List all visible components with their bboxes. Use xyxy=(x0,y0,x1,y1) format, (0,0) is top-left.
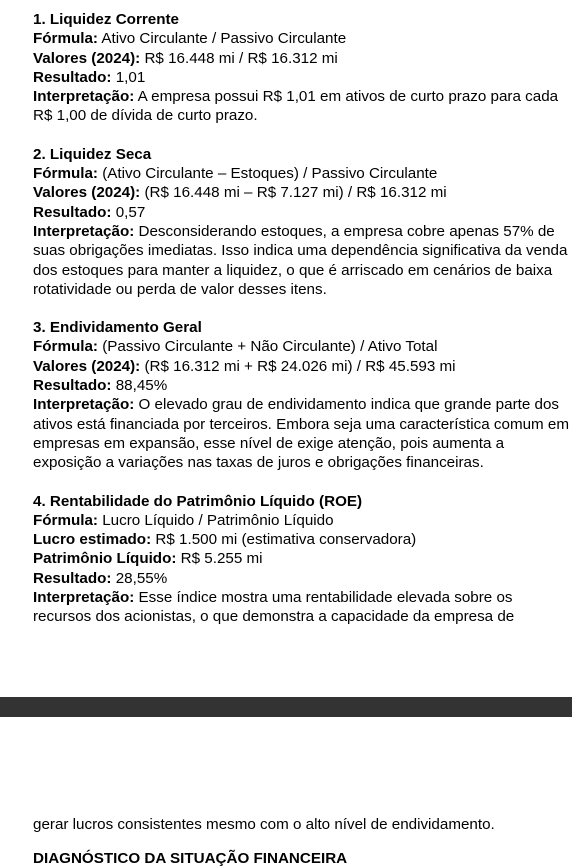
formula-value: Lucro Líquido / Patrimônio Líquido xyxy=(102,511,334,529)
result-value: 28,55% xyxy=(115,569,168,587)
values-label: Valores (2024): xyxy=(33,357,141,375)
formula-line xyxy=(33,511,569,530)
interpretation-label: Interpretação: xyxy=(33,589,135,607)
interpretation-label: Interpretação: xyxy=(33,88,135,106)
equity-value: R$ 5.255 mi xyxy=(180,550,263,568)
formula-value: (Passivo Circulante + Não Circulante) / Ativo Total xyxy=(102,338,438,356)
section-roe xyxy=(33,492,569,627)
result-label: Resultado: xyxy=(33,68,112,86)
result-value: 88,45% xyxy=(115,377,168,395)
formula-line xyxy=(33,337,569,356)
interpretation-text: A empresa possui R$ 1,01 em ativos de curto prazo para cada R$ 1,00 de dívida de curto prazo. xyxy=(33,88,559,125)
values-value: R$ 16.448 mi / R$ 16.312 mi xyxy=(144,49,338,67)
values-line xyxy=(33,49,569,68)
result-line xyxy=(33,569,569,588)
formula-label: Fórmula: xyxy=(33,511,98,529)
document-content xyxy=(33,10,569,646)
result-value: 1,01 xyxy=(115,68,146,86)
section-title: 4. Rentabilidade do Patrimônio Líquido (ROE) xyxy=(33,492,363,510)
interpretation-text: Esse índice mostra uma rentabilidade elevada sobre os recursos dos acionistas, o que demonstra a capacidade da empresa de xyxy=(33,589,515,626)
section-title: 1. Liquidez Corrente xyxy=(33,11,179,28)
values-line xyxy=(33,357,569,376)
equity-label: Patrimônio Líquido: xyxy=(33,550,177,568)
formula-label: Fórmula: xyxy=(33,338,98,356)
next-section-heading: DIAGNÓSTICO DA SITUAÇÃO FINANCEIRA xyxy=(33,850,348,867)
interpretation-line xyxy=(33,588,569,627)
continuation-text: gerar lucros consistentes mesmo com o alto nível de endividamento. xyxy=(33,816,495,833)
interpretation-line xyxy=(33,87,569,126)
values-label: Valores (2024): xyxy=(33,49,141,67)
interpretation-label: Interpretação: xyxy=(33,222,135,240)
interpretation-text: O elevado grau de endividamento indica que grande parte dos ativos está financiada por terceiros. Embora seja uma característica comum em empresas em expansão, esse nível de exige atenção, pois aumenta a exposição a variações nas taxas de juros e obrigações financeiras. xyxy=(33,396,570,472)
result-line xyxy=(33,376,569,395)
values-value: (R$ 16.312 mi + R$ 24.026 mi) / R$ 45.593 mi xyxy=(144,357,456,375)
estimated-profit-line xyxy=(33,530,569,549)
section-title: 2. Liquidez Seca xyxy=(33,145,152,163)
formula-line xyxy=(33,164,569,183)
interpretation-text: Desconsiderando estoques, a empresa cobre apenas 57% de suas obrigações imediatas. Isso indica uma dependência significativa da venda dos estoques para manter a liquidez, o que é arriscado em cenários de baixa rotatividade ou perda de valor desses itens. xyxy=(33,222,568,298)
interpretation-line xyxy=(33,395,569,472)
section-title: 3. Endividamento Geral xyxy=(33,319,202,337)
section-liquidez-corrente xyxy=(33,10,569,126)
formula-value: Ativo Circulante / Passivo Circulante xyxy=(101,30,347,48)
interpretation-label: Interpretação: xyxy=(33,396,135,414)
result-line xyxy=(33,68,569,87)
result-label: Resultado: xyxy=(33,203,112,221)
result-line xyxy=(33,203,569,222)
page-break-divider xyxy=(0,697,572,717)
formula-line xyxy=(33,29,569,48)
section-liquidez-seca xyxy=(33,145,569,299)
section-endividamento-geral xyxy=(33,318,569,472)
values-line xyxy=(33,183,569,202)
formula-label: Fórmula: xyxy=(33,165,98,183)
result-label: Resultado: xyxy=(33,377,112,395)
estimated-profit-label: Lucro estimado: xyxy=(33,531,152,549)
estimated-profit-value: R$ 1.500 mi (estimativa conservadora) xyxy=(155,531,417,549)
result-label: Resultado: xyxy=(33,569,112,587)
result-value: 0,57 xyxy=(115,203,146,221)
interpretation-line xyxy=(33,222,569,299)
values-value: (R$ 16.448 mi – R$ 7.127 mi) / R$ 16.312 mi xyxy=(144,184,447,202)
formula-label: Fórmula: xyxy=(33,30,98,48)
document-page-bottom xyxy=(0,717,572,867)
equity-line xyxy=(33,549,569,568)
formula-value: (Ativo Circulante – Estoques) / Passivo Circulante xyxy=(102,165,438,183)
values-label: Valores (2024): xyxy=(33,184,141,202)
